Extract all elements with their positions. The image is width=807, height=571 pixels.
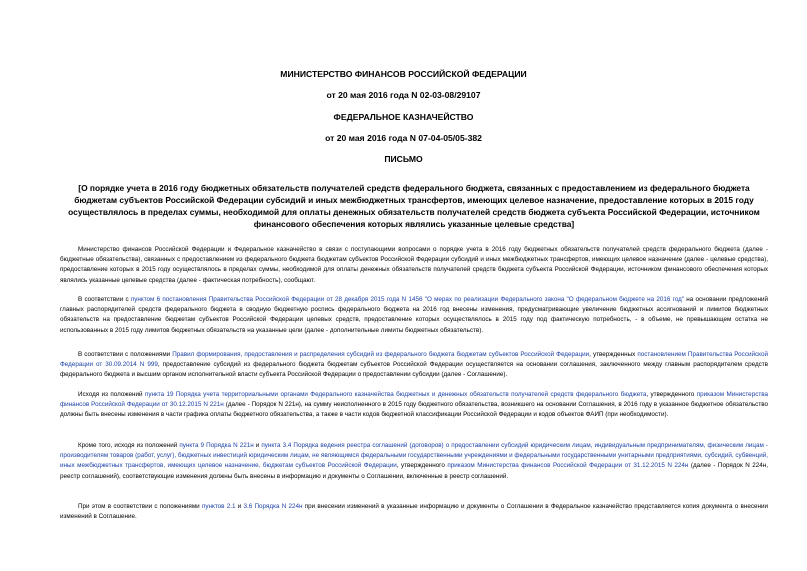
- paragraph-text: , утвержденных: [589, 351, 638, 358]
- paragraph-2: [60, 295, 768, 336]
- paragraph-text: , утвержденного: [646, 391, 697, 398]
- link-resolution-1456[interactable]: пунктом 6 постановления Правительства Российской Федерации от 28 декабря 2015 года N 1456 "О мерах по реализации Федерального закона "О федеральном бюджете на 2016 год": [130, 296, 685, 303]
- paragraph-text: Министерство финансов Российской Федерации и Федеральное казначейство в связи с поступающими вопросами о порядке учета в 2016 году бюджетных обязательств получателей средств федерального бюджета (далее - бюджетные обязательства), связанных с предоставлением из федерального бюджета бюджетам субъектов Российской Федерации субсидий и иных межбюджетных трансфертов, имеющих целевое назначение (далее - целевые средства), предоставление которых в 2015 году осуществлялось в пределах суммы, необходимой для оплаты денежных обязательств получателей средств бюджета субъекта Российской Федерации, источником финансового обеспечения которых являлись указанные целевые средства (далее - фактическая потребность), сообщают.: [60, 246, 768, 284]
- paragraph-5: [60, 441, 768, 482]
- paragraph-text: (далее - Порядок N 221н), на сумму неисполненного в 2015 году бюджетного обязательства, возникшего на основании Соглашения, в 2016 году в указанное бюджетное обязательство должны быть внесены изменения в части графика оплаты бюджетного обязательства, а также в части кодов бюджетной классификации Российской Федерации и кодов объектов ФАИП (при необходимости).: [60, 401, 768, 419]
- link-point-3-4-registry[interactable]: пункта 3.4 Порядка ведения реестра соглашений (договоров) о предоставлении субсидий юридическим лицам, индивидуальным предпринимателям, физическим лицам - производителям товаров (работ, услуг), бюджетных инвестиций юридическим лицам, не являющимся федеральными государственными учреждениями и федеральными государственными унитарными предприятиями, субсидий, субвенций, иных межбюджетных трансфертов, имеющих целевое назначение, бюджетам субъектов Российской Федерации: [60, 442, 768, 470]
- paragraph-text: При этом в соответствии с положениями: [78, 503, 202, 510]
- paragraph-text: В соответствии с: [78, 296, 131, 303]
- paragraph-text: , утвержденного: [396, 462, 448, 470]
- paragraph-text: и: [253, 442, 262, 449]
- letter-title: [О порядке учета в 2016 году бюджетных обязательств получателей средств федерального бюджета, связанных с предоставлением из федерального бюджета бюджетам субъектов Российской Федерации субсидий и иных межбюджетных трансфертов, имеющих целевое назначение, предоставление которых в 2015 году осуществлялось в пределах суммы, необходимой для оплаты денежных обязательств получателей средств бюджета субъекта Российской Федерации, источником финансового обеспечения которых являлись указанные целевые средства]: [68, 183, 760, 229]
- paragraph-3: [60, 350, 768, 381]
- paragraph-text: Кроме того, исходя из положений: [78, 442, 180, 449]
- paragraph-1: [60, 245, 768, 286]
- document-type: ПИСЬМО: [384, 154, 423, 164]
- link-point-9-221n[interactable]: пункта 9 Порядка N 221н: [179, 442, 254, 449]
- paragraph-text: (далее - Порядок N 224н, реестр соглашений), соответствующие изменения должны быть внесены в информацию и документы о Соглашении, включенные в реестр соглашений.: [60, 462, 768, 480]
- paragraph-text: и: [235, 503, 244, 510]
- link-subsidy-rules[interactable]: Правил формирования, предоставления и распределения субсидий из федерального бюджета бюджетам субъектов Российской Федерации: [172, 351, 590, 358]
- treasury-date: от 20 мая 2016 года N 07-04-05/05-382: [325, 133, 482, 143]
- paragraph-text: на основании предложений главных распорядителей средств федерального бюджета в сводную бюджетную роспись федерального бюджета на 2016 год внесены изменения, предусматривающие увеличение бюджетных ассигнований и лимитов бюджетных обязательств на предоставление бюджетам субъектов Российской Федерации целевых средств, предоставление которых осуществлялось в 2015 году под фактическую потребность, - в объеме, не превышающем остатка не использованных в 2015 году лимитов бюджетных обязательств на указанные цели (далее - дополнительные лимиты бюджетных обязательств).: [60, 296, 769, 334]
- paragraph-text: Исходя из положений: [78, 391, 145, 398]
- paragraph-6: [60, 502, 768, 522]
- link-procedure-point-19[interactable]: пункта 19 Порядка учета территориальными органами Федерального казначейства бюджетных и денежных обязательств получателей средств федерального бюджета: [144, 391, 647, 398]
- link-point-3-6-224n[interactable]: 3.6 Порядка N 224н: [243, 503, 303, 510]
- link-order-224n[interactable]: приказом Министерства финансов Российской Федерации от 31.12.2015 N 224н: [447, 462, 689, 470]
- paragraph-text: В соответствии с положениями: [78, 351, 173, 358]
- link-order-221n[interactable]: приказом Министерства финансов Российской Федерации от 30.12.2015 N 221н: [60, 391, 768, 409]
- ministry-date: от 20 мая 2016 года N 02-03-08/29107: [326, 90, 481, 100]
- paragraph-text: , предоставление субсидий из федерального бюджета бюджетам субъектов Российской Федерации осуществляется на основании соглашения, заключенного между главным распорядителем средств федерального бюджета и высшим органом исполнительной власти субъекта Российской Федерации о предоставлении субсидии (далее - Соглашение).: [60, 361, 768, 379]
- paragraph-text: при внесении изменений в указанные информацию и документы о Соглашении в Федеральное казначейство представляется копия документа о внесении изменений в Соглашение.: [60, 503, 768, 521]
- ministry-heading: МИНИСТЕРСТВО ФИНАНСОВ РОССИЙСКОЙ ФЕДЕРАЦИИ: [280, 69, 527, 79]
- link-resolution-999[interactable]: постановлением Правительства Российской Федерации от 30.09.2014 N 999: [60, 351, 768, 369]
- paragraph-4: [60, 390, 768, 421]
- treasury-heading: ФЕДЕРАЛЬНОЕ КАЗНАЧЕЙСТВО: [333, 112, 474, 122]
- link-point-2-1[interactable]: пунктов 2.1: [201, 503, 236, 510]
